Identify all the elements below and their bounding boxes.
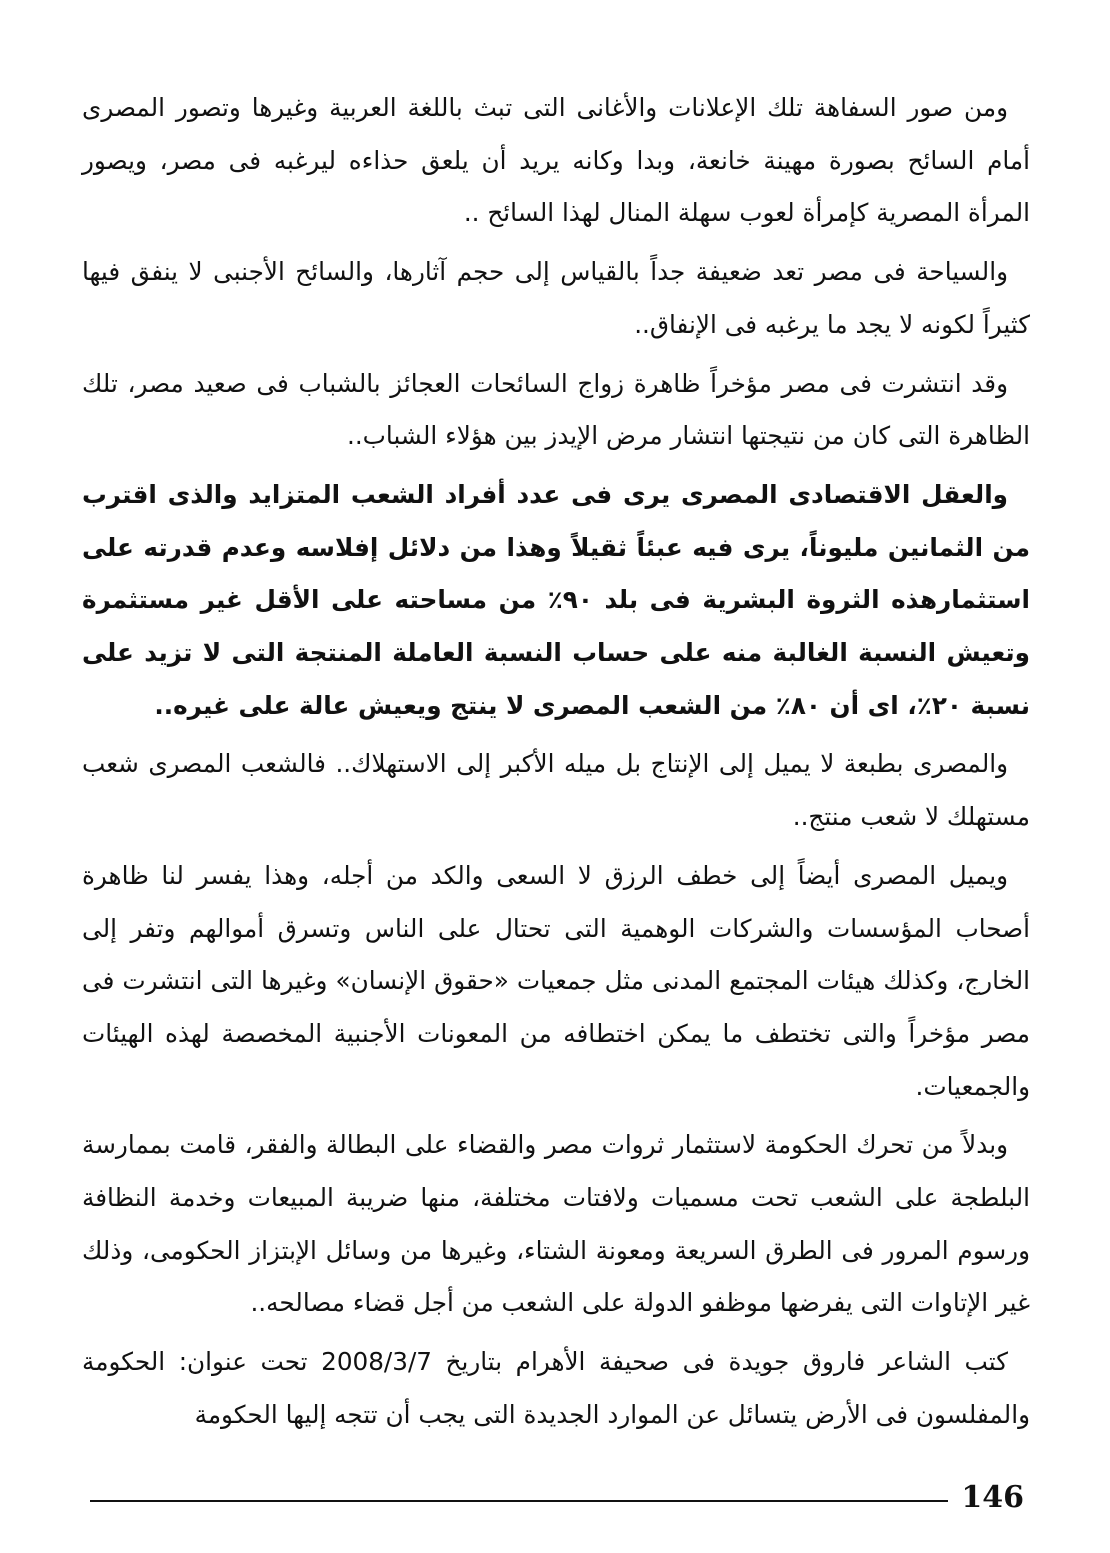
paragraph-2: والسياحة فى مصر تعد ضعيفة جداً بالقياس إلى حجم آثارها، والسائح الأجنبى لا ينفق فيها كثيراً لكونه لا يجد ما يرغبه فى الإنفاق.. [82, 257, 1030, 339]
paragraph-3: وقد انتشرت فى مصر مؤخراً ظاهرة زواج السائحات العجائز بالشباب فى صعيد مصر، تلك الظاهرة التى كان من نتيجتها انتشار مرض الإيدز بين هؤلاء الشباب.. [82, 368, 1030, 451]
page-number: 146 [961, 1480, 1024, 1515]
paragraph-8: كتب الشاعر فاروق جويدة فى صحيفة الأهرام بتاريخ 2008/3/7 تحت عنوان: الحكومة والمفلسون فى الأرض يتسائل عن الموارد الجديدة التى يجب أن تتجه إليها الحكومة [82, 1347, 1030, 1429]
footer-rule [90, 1500, 948, 1502]
page-footer [82, 1478, 1030, 1518]
body-text [82, 82, 1030, 1448]
paragraph-1: ومن صور السفاهة تلك الإعلانات والأغانى التى تبث باللغة العربية وغيرها وتصور المصرى أمام السائح بصورة مهينة خانعة، وبدا وكانه يريد أن يلعق حذاءه ليرغبه فى مصر، ويصور المرأة المصرية كإمرأة لعوب سهلة المنال لهذا السائح .. [82, 93, 1030, 228]
paragraph-5: والمصرى بطبعة لا يميل إلى الإنتاج بل ميله الأكبر إلى الاستهلاك.. فالشعب المصرى شعب مستهلك لا شعب منتج.. [82, 749, 1030, 832]
paragraph-7: وبدلاً من تحرك الحكومة لاستثمار ثروات مصر والقضاء على البطالة والفقر، قامت بممارسة البلطجة على الشعب تحت مسميات ولافتات مختلفة، منها ضريبة المبيعات وخدمة النظافة ورسوم المرور فى الطرق السريعة ومعونة الشتاء، وغيرها من وسائل الإبتزاز الحكومى، وذلك غير الإتاوات التى يفرضها موظفو الدولة على الشعب من أجل قضاء مصالحه.. [82, 1130, 1030, 1318]
paragraph-6: ويميل المصرى أيضاً إلى خطف الرزق لا السعى والكد من أجله، وهذا يفسر لنا ظاهرة أصحاب المؤسسات والشركات الوهمية التى تحتال على الناس وتسرق أموالهم وتفر إلى الخارج، وكذلك هيئات المجتمع المدنى مثل جمعيات «حقوق الإنسان» وغيرها التى انتشرت فى مصر مؤخراً والتى تختطف ما يمكن اختطافه من المعونات الأجنبية المخصصة لهذه الهيئات والجمعيات. [82, 860, 1030, 1101]
paragraph-4-bold: والعقل الاقتصادى المصرى يرى فى عدد أفراد الشعب المتزايد والذى اقترب من الثمانين مليوناً، يرى فيه عبئاً ثقيلاً وهذا من دلائل إفلاسه وعدم قدرته على استثمارهذه الثروة البشرية فى بلد ٩٠٪ من مساحته على الأقل غير مستثمرة وتعيش النسبة الغالبة منه على حساب النسبة العاملة المنتجة التى لا تزيد على نسبة ٢٠٪، اى أن ٨٠٪ من الشعب المصرى لا ينتج ويعيش عالة على غيره.. [82, 479, 1030, 720]
